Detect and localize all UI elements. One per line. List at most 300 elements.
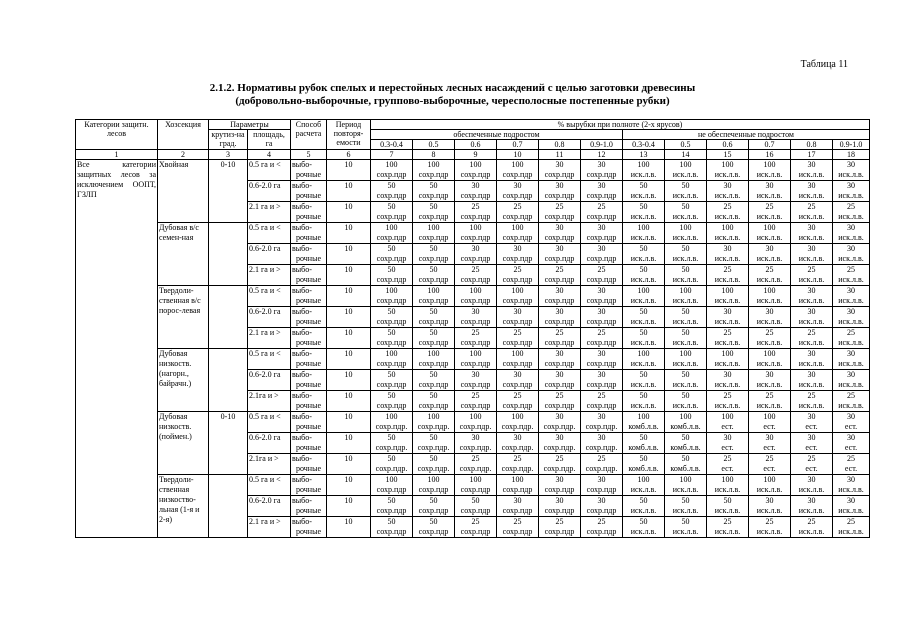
value-cell [413,370,455,391]
method-note: иск.л.в. [798,317,825,326]
percent-value: 30 [723,370,732,379]
method-note: иск.л.в. [630,212,657,221]
percent-value: 50 [387,181,396,190]
value-cell [833,202,870,223]
method-note: сохр.пдр [376,317,407,326]
percent-value: 50 [681,181,690,190]
percent-value: 30 [765,370,774,379]
value-cell [539,370,581,391]
method-note: сохр.пдр [544,191,575,200]
method-cell [291,265,327,286]
method-note: сохр.пдр. [375,464,408,473]
method-note: сохр.пдр [502,527,533,536]
percent-value: 30 [723,181,732,190]
method-note: иск.л.в. [798,212,825,221]
method-note: иск.л.в. [838,275,864,284]
value-cell [623,433,665,454]
value-cell [665,370,707,391]
method-note: иск.л.в. [630,359,657,368]
percent-value: 25 [765,202,774,211]
value-cell [665,265,707,286]
value-cell [623,181,665,202]
period-cell: 10 [327,307,371,328]
value-cell [455,181,497,202]
method-line: выбо- [292,433,312,442]
method-note: сохр.пдр [586,275,617,284]
method-note: сохр.пдр [418,212,449,221]
method-note: иск.л.в. [714,191,741,200]
method-note: ест. [844,464,858,473]
value-cell [539,391,581,412]
value-cell [791,223,833,244]
percent-value: 30 [555,475,564,484]
percent-value: 50 [429,391,438,400]
percent-value: 25 [765,391,774,400]
value-cell [371,454,413,475]
method-cell [291,160,327,181]
value-cell [497,202,539,223]
value-cell [791,454,833,475]
header-slope: крутиз-на град. [209,130,248,150]
value-cell [497,370,539,391]
period-cell: 10 [327,517,371,538]
percent-value: 100 [721,412,734,421]
percent-value: 100 [763,286,776,295]
method-note: сохр.пдр [376,380,407,389]
percent-value: 30 [597,370,606,379]
method-note: иск.л.в. [838,212,864,221]
column-number: 3 [209,150,248,160]
percent-value: 30 [807,286,816,295]
method-note: сохр.пдр [586,338,617,347]
header-density: 0.6 [707,140,749,150]
method-note: сохр.пдр [376,338,407,347]
value-cell [707,244,749,265]
period-cell: 10 [327,265,371,286]
percent-value: 100 [469,475,482,484]
section-name: Дубовая в/с семен-ная [158,223,209,286]
percent-value: 30 [597,223,606,232]
method-note: иск.л.в. [838,506,864,515]
value-cell [581,202,623,223]
method-note: иск.л.в. [798,296,825,305]
percent-value: 30 [847,412,855,421]
method-line: выбо- [292,181,312,190]
method-note: иск.л.в. [630,233,657,242]
method-note: иск.л.в. [714,338,741,347]
method-note: иск.л.в. [756,527,783,536]
method-note: иск.л.в. [714,401,741,410]
method-note: иск.л.в. [714,275,741,284]
method-note: иск.л.в. [714,170,741,179]
value-cell [623,202,665,223]
value-cell [749,349,791,370]
method-line: рочные [295,485,322,494]
value-cell [455,265,497,286]
method-cell [291,286,327,307]
method-note: ест. [721,464,734,473]
value-cell [455,454,497,475]
method-note: иск.л.в. [838,296,864,305]
method-cell [291,181,327,202]
percent-value: 25 [471,517,480,526]
value-cell [497,454,539,475]
method-note: иск.л.в. [798,527,825,536]
value-cell [749,328,791,349]
percent-value: 50 [639,202,648,211]
value-cell [665,328,707,349]
method-note: иск.л.в. [838,317,864,326]
area-cell: 0.6-2.0 га [248,181,291,202]
value-cell [623,265,665,286]
value-cell [623,286,665,307]
value-cell [413,496,455,517]
value-cell [623,349,665,370]
percent-value: 50 [681,307,690,316]
percent-value: 25 [847,265,855,274]
method-note: ест. [721,443,734,452]
method-note: иск.л.в. [714,296,741,305]
slope-cell: 0-10 [209,412,248,475]
percent-value: 100 [637,412,650,421]
value-cell [371,349,413,370]
percent-value: 30 [847,160,855,169]
method-cell [291,475,327,496]
method-note: иск.л.в. [672,170,699,179]
percent-value: 25 [807,328,816,337]
method-cell [291,391,327,412]
percent-value: 50 [681,433,690,442]
method-note: сохр.пдр [376,191,407,200]
percent-value: 25 [597,265,606,274]
percent-value: 50 [387,496,396,505]
value-cell [371,286,413,307]
value-cell [791,370,833,391]
value-cell [833,328,870,349]
method-line: выбо- [292,517,312,526]
value-cell [623,391,665,412]
value-cell [791,202,833,223]
value-cell [581,307,623,328]
method-line: рочные [295,464,322,473]
header-density: 0.5 [665,140,707,150]
value-cell [665,181,707,202]
area-cell: 2.1 га и > [248,202,291,223]
method-note: сохр.пдр [460,401,491,410]
percent-value: 30 [847,181,855,190]
method-note: сохр.пдр. [501,464,534,473]
period-cell: 10 [327,160,371,181]
percent-value: 50 [387,370,396,379]
value-cell [749,202,791,223]
method-note: иск.л.в. [672,485,699,494]
percent-value: 100 [427,223,440,232]
percent-value: 50 [681,244,690,253]
value-cell [455,223,497,244]
value-cell [833,244,870,265]
area-cell: 2.1га и > [248,454,291,475]
percent-value: 30 [597,412,606,421]
value-cell [791,433,833,454]
area-cell: 0.5 га и < [248,475,291,496]
value-cell [707,391,749,412]
value-cell [497,496,539,517]
percent-value: 100 [385,349,398,358]
value-cell [413,181,455,202]
percent-value: 30 [807,223,816,232]
method-note: сохр.пдр [544,296,575,305]
percent-value: 25 [513,328,522,337]
header-density: 0.9-1.0 [581,140,623,150]
method-note: иск.л.в. [756,233,783,242]
percent-value: 25 [513,202,522,211]
value-cell [581,286,623,307]
percent-value: 100 [469,223,482,232]
section-name: Дубовая низкоств. (поймен.) [158,412,209,475]
method-note: иск.л.в. [672,527,699,536]
percent-value: 30 [555,244,564,253]
value-cell [581,265,623,286]
percent-value: 25 [847,391,855,400]
percent-value: 25 [513,517,522,526]
method-note: иск.л.в. [798,485,825,494]
percent-value: 30 [847,349,855,358]
method-note: сохр.пдр. [543,464,576,473]
value-cell [371,265,413,286]
percent-value: 25 [555,517,564,526]
method-line: выбо- [292,202,312,211]
value-cell [581,349,623,370]
method-note: сохр.пдр [418,170,449,179]
percent-value: 100 [511,160,524,169]
slope-cell: 0-10 [209,160,248,223]
method-note: комб.л.в. [670,422,701,431]
percent-value: 30 [847,244,855,253]
percent-value: 100 [511,475,524,484]
table-row [76,349,870,370]
percent-value: 100 [679,349,692,358]
value-cell [833,286,870,307]
period-cell: 10 [327,391,371,412]
column-number: 15 [707,150,749,160]
column-number: 4 [248,150,291,160]
value-cell [371,202,413,223]
percent-value: 50 [723,496,732,505]
method-note: сохр.пдр [502,233,533,242]
value-cell [455,391,497,412]
percent-value: 25 [555,328,564,337]
method-note: ест. [844,422,858,431]
value-cell [581,328,623,349]
method-note: сохр.пдр [544,338,575,347]
value-cell [623,328,665,349]
value-cell [371,307,413,328]
period-cell: 10 [327,286,371,307]
value-cell [497,265,539,286]
method-note: сохр.пдр [460,275,491,284]
value-cell [707,202,749,223]
percent-value: 25 [723,202,732,211]
percent-value: 25 [513,265,522,274]
section-name: Твердоли-ственная в/с порос-левая [158,286,209,349]
header-density: 0.3-0.4 [623,140,665,150]
method-note: иск.л.в. [672,401,699,410]
percent-value: 30 [597,181,606,190]
header-density: 0.7 [497,140,539,150]
period-cell: 10 [327,244,371,265]
value-cell [833,475,870,496]
method-note: иск.л.в. [756,254,783,263]
method-note: иск.л.в. [672,191,699,200]
percent-value: 50 [639,328,648,337]
percent-value: 30 [807,496,816,505]
value-cell [455,412,497,433]
period-cell: 10 [327,412,371,433]
percent-value: 100 [427,475,440,484]
percent-value: 50 [681,202,690,211]
slope-cell [209,349,248,412]
value-cell [371,244,413,265]
percent-value: 50 [681,454,690,463]
value-cell [581,391,623,412]
value-cell [539,160,581,181]
value-cell [707,349,749,370]
method-note: иск.л.в. [672,317,699,326]
value-cell [749,265,791,286]
value-cell [791,286,833,307]
value-cell [707,517,749,538]
method-note: иск.л.в. [756,170,783,179]
method-line: рочные [295,506,322,515]
method-line: выбо- [292,265,312,274]
method-note: сохр.пдр [460,254,491,263]
method-note: иск.л.в. [630,485,657,494]
value-cell [455,244,497,265]
section-name: Твердоли-ственная низкоство-льная (1-я и 2-я) [158,475,209,538]
method-note: иск.л.в. [798,359,825,368]
method-cell [291,412,327,433]
percent-value: 100 [763,475,776,484]
percent-value: 25 [597,454,606,463]
column-number: 17 [791,150,833,160]
header-params: Параметры [209,120,291,130]
method-line: выбо- [292,307,312,316]
method-note: сохр.пдр [376,296,407,305]
method-note: сохр.пдр [502,359,533,368]
method-note: сохр.пдр [586,296,617,305]
value-cell [371,328,413,349]
area-cell: 0.6-2.0 га [248,307,291,328]
value-cell [413,475,455,496]
value-cell [413,265,455,286]
value-cell [413,517,455,538]
value-cell [581,223,623,244]
percent-value: 100 [511,349,524,358]
value-cell [833,496,870,517]
method-cell [291,202,327,223]
percent-value: 50 [429,202,438,211]
value-cell [539,433,581,454]
column-number: 18 [833,150,870,160]
value-cell [413,223,455,244]
value-cell [539,517,581,538]
method-note: иск.л.в. [630,170,657,179]
value-cell [539,307,581,328]
method-line: рочные [295,422,322,431]
method-note: сохр.пдр [586,317,617,326]
method-note: сохр.пдр [460,338,491,347]
percent-value: 100 [763,223,776,232]
value-cell [833,160,870,181]
method-note: сохр.пдр. [459,443,492,452]
column-number: 2 [158,150,209,160]
percent-value: 25 [597,202,606,211]
percent-value: 30 [847,370,855,379]
percent-value: 50 [681,391,690,400]
value-cell [539,181,581,202]
method-note: иск.л.в. [756,338,783,347]
value-cell [539,454,581,475]
percent-value: 30 [555,412,564,421]
percent-value: 50 [681,370,690,379]
value-cell [665,475,707,496]
value-cell [581,370,623,391]
method-note: сохр.пдр [418,401,449,410]
method-note: иск.л.в. [756,296,783,305]
value-cell [539,223,581,244]
area-cell: 0.5 га и < [248,223,291,244]
percent-value: 100 [721,223,734,232]
method-note: иск.л.в. [672,275,699,284]
method-note: сохр.пдр [418,506,449,515]
method-line: рочные [295,443,322,452]
percent-value: 25 [597,517,606,526]
title-line-1: 2.1.2. Нормативы рубок спелых и перестойных лесных насаждений с целью заготовки древесины [209,82,696,94]
percent-value: 100 [763,412,776,421]
method-line: выбо- [292,454,312,463]
percent-value: 30 [513,496,522,505]
percent-value: 100 [385,412,398,421]
method-note: ест. [805,464,818,473]
area-cell: 2.1 га и > [248,328,291,349]
value-cell [497,307,539,328]
percent-value: 50 [639,181,648,190]
value-cell [539,265,581,286]
method-note: иск.л.в. [672,212,699,221]
header-density: 0.8 [539,140,581,150]
value-cell [791,412,833,433]
header-density: 0.6 [455,140,497,150]
value-cell [791,181,833,202]
method-note: сохр.пдр [544,527,575,536]
percent-value: 50 [387,265,396,274]
percent-value: 50 [429,517,438,526]
method-note: сохр.пдр [418,527,449,536]
method-note: ест. [763,422,776,431]
method-note: сохр.пдр. [417,464,450,473]
method-note: иск.л.в. [714,506,741,515]
percent-value: 25 [723,391,732,400]
percent-value: 25 [807,265,816,274]
document-title [0,82,905,108]
value-cell [749,244,791,265]
area-cell: 0.5 га и < [248,286,291,307]
method-line: выбо- [292,244,312,253]
value-cell [623,223,665,244]
value-cell [455,307,497,328]
percent-value: 25 [555,391,564,400]
area-cell: 0.6-2.0 га [248,244,291,265]
